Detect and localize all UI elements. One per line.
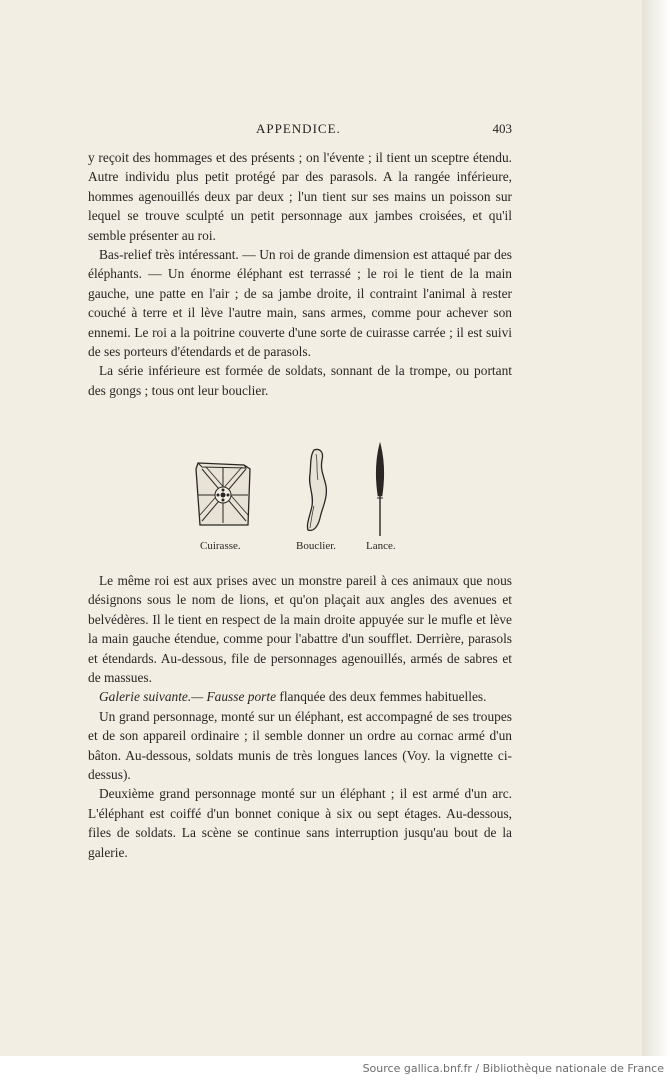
caption-bouclier: Bouclier. bbox=[296, 540, 337, 552]
galerie-suivante-rest: flanquée des deux femmes habituelles. bbox=[276, 689, 487, 705]
paragraph-deuxieme-personnage: Deuxième grand personnage monté sur un éléphant ; il est armé d'un arc. L'éléphant est coiffé d'un bonnet conique à six ou sept étages. Au-dessous, files de soldats. La scène se continue sans interruption jusqu'au bout de la galerie. bbox=[88, 786, 512, 860]
paragraph-bas-relief: Bas-relief très intéressant. — Un roi de grande dimension est attaqué par des éléphants. — Un énorme éléphant est terrassé ; le roi le tient de la main gauche, une patte en l'air ; de sa jambe droite, il contraint l'animal à rester couché à terre et il lève l'autre main, sans armes, comme pour achever son ennemi. Le roi a la poitrine couverte d'une sorte de cuirasse carrée ; il est suivi de ses porteurs d'étendards et de parasols. bbox=[88, 247, 512, 360]
text-block-bottom bbox=[88, 571, 512, 862]
bouclier-illustration bbox=[302, 446, 332, 536]
text-block-top bbox=[88, 148, 512, 400]
paragraph-continuation: y reçoit des hommages et des présents ; on l'évente ; il tient un sceptre étendu. Autre individu plus petit protégé par des parasols. A la rangée inférieure, hommes agenouillés deux par deux ; l'un tient sur ses mains un poisson sur lequel se trouve sculpté un petit personnage aux jambes croisées, et qu'il semble présenter au roi. bbox=[88, 150, 512, 243]
page-header bbox=[88, 121, 512, 137]
caption-cuirasse: Cuirasse. bbox=[200, 540, 241, 552]
footer-bar bbox=[0, 1056, 670, 1080]
page-edge-shadow bbox=[642, 0, 670, 1056]
source-attribution: Source gallica.bnf.fr / Bibliothèque nationale de France bbox=[362, 1062, 664, 1075]
paragraph-serie-inferieure: La série inférieure est formée de soldats, sonnant de la trompe, ou portant des gongs ; tous ont leur bouclier. bbox=[88, 363, 512, 398]
page-number: 403 bbox=[492, 121, 512, 136]
paragraph-grand-personnage: Un grand personnage, monté sur un éléphant, est accompagné de ses troupes et de son appareil ordinaire ; il semble donner un ordre au cornac armé d'un bâton. Au-dessous, soldats munis de très longues lances (Voy. la vignette ci-dessus). bbox=[88, 708, 512, 783]
galerie-suivante-italic: Galerie suivante.— Fausse porte bbox=[99, 689, 277, 705]
caption-lance: Lance. bbox=[366, 540, 396, 552]
figure-vignette bbox=[0, 440, 642, 560]
lance-illustration bbox=[371, 442, 389, 538]
paragraph-galerie-suivante bbox=[88, 687, 512, 706]
running-title: APPENDICE. bbox=[256, 121, 341, 136]
paragraph-meme-roi: Le même roi est aux prises avec un monstre pareil à ces animaux que nous désignons sous le nom de lions, et qu'on plaçait aux angles des avenues et belvédères. Il le tient en respect de la main droite appuyée sur le mufle et lève la main gauche étendue, comme pour l'abattre d'un soufflet. Derrière, parasols et étendards. Au-dessous, file de personnages agenouillés, armés de sabres et de massues. bbox=[88, 573, 512, 686]
cuirasse-illustration bbox=[194, 459, 254, 529]
